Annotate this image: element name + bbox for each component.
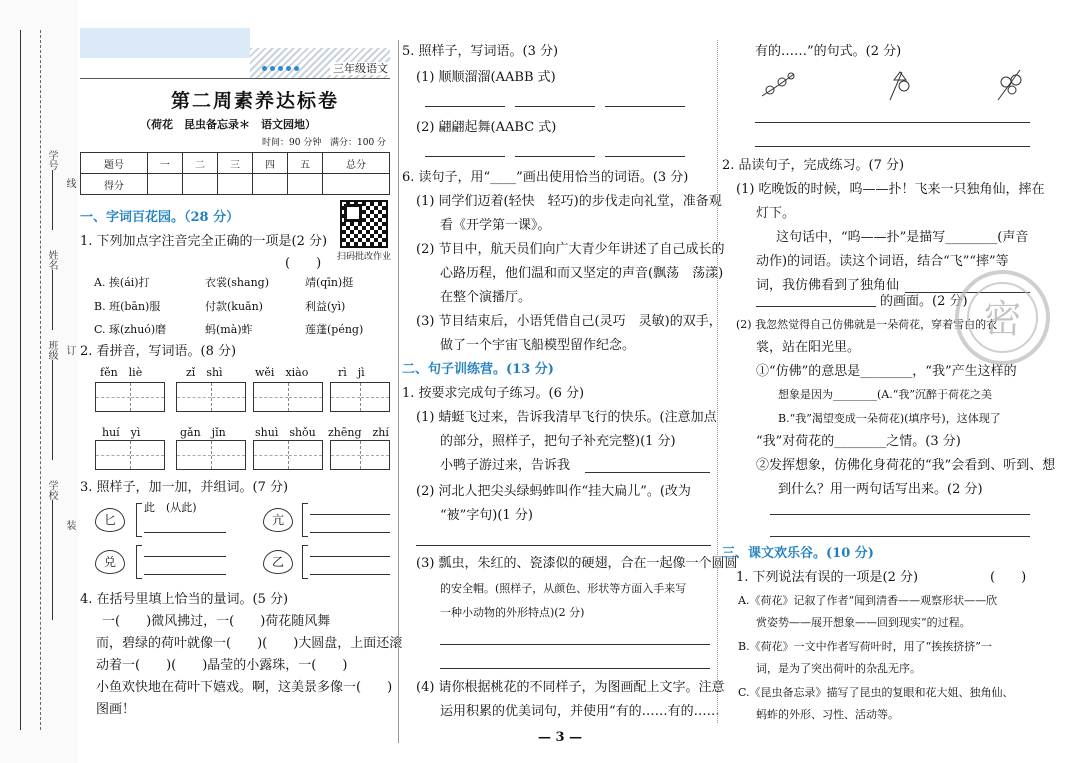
option-text: 衣裳(shang) bbox=[205, 276, 269, 289]
writing-grid[interactable] bbox=[176, 440, 246, 470]
s2-line: 的安全帽。(照样子，从颜色、形状等方面入手来写 bbox=[440, 582, 687, 595]
answer-line[interactable] bbox=[416, 545, 711, 546]
answer-line[interactable] bbox=[425, 106, 505, 107]
page-number: — 3 — bbox=[538, 730, 583, 745]
qr-code[interactable] bbox=[340, 200, 388, 248]
passage-line[interactable]: 小鱼欢快地在荷叶下嬉戏。啊，这美景多像一( ) bbox=[96, 680, 393, 695]
pinyin: zǐ shì bbox=[186, 366, 223, 379]
answer-line[interactable] bbox=[515, 156, 595, 157]
q6-line[interactable]: (1) 同学们迈着(轻快 轻巧)的步伐走向礼堂，准备观 bbox=[416, 194, 722, 209]
answer-line[interactable] bbox=[310, 514, 390, 515]
brace bbox=[302, 503, 308, 537]
answer-line[interactable] bbox=[770, 514, 1030, 515]
heart-radical: 兑 bbox=[95, 550, 125, 574]
heart-radical: 亢 bbox=[263, 508, 293, 532]
s2-line: 的部分，照样子，把句子补充完整)(1 分) bbox=[440, 434, 676, 449]
question-5: 5. 照样子，写词语。(3 分) bbox=[402, 44, 559, 59]
option-b[interactable]: B. 班(bān)服 bbox=[94, 300, 161, 313]
answer-line[interactable] bbox=[440, 644, 710, 645]
r-question-2: 2. 品读句子，完成练习。(7 分) bbox=[722, 158, 905, 173]
option-text: 靖(qīn)挺 bbox=[305, 276, 354, 289]
pinyin: wěi xiào bbox=[255, 366, 309, 379]
pinyin: rì jì bbox=[338, 366, 365, 379]
continued-text: 有的……”的句式。(2 分) bbox=[755, 44, 902, 59]
answer-line[interactable] bbox=[144, 532, 226, 533]
r-line: 词，我仿佛看到了独角仙 bbox=[756, 278, 900, 293]
brace bbox=[302, 545, 308, 579]
answer-line[interactable] bbox=[755, 146, 1030, 147]
decor-dot bbox=[270, 66, 275, 71]
option-c[interactable]: C. 琢(zhuó)磨 bbox=[94, 323, 167, 336]
q6-line[interactable]: (3) 节目结束后，小语凭借自己(灵巧 灵敏)的双手， bbox=[416, 314, 722, 329]
option-a[interactable]: A. 挨(ái)打 bbox=[94, 276, 150, 289]
s2-line: “被”字句)(1 分) bbox=[440, 508, 533, 523]
answer-line[interactable] bbox=[425, 156, 505, 157]
score-header-cell: 一 bbox=[147, 153, 182, 174]
full-score: 满分：100 分 bbox=[330, 138, 387, 148]
answer-line[interactable] bbox=[310, 556, 390, 557]
r-line[interactable]: 想象是因为________(A.“我”沉醉于荷花之美 bbox=[778, 388, 992, 401]
score-header-cell: 四 bbox=[252, 153, 287, 174]
pinyin: zhēng zhí bbox=[328, 426, 389, 439]
passage-line[interactable]: 一( )微风拂过，一( )荷花随风舞 bbox=[102, 614, 331, 629]
pinyin: huí yì bbox=[102, 426, 141, 439]
s3-line: 赏姿势——展开想象——回到现实”的过程。 bbox=[756, 616, 971, 629]
answer-line[interactable] bbox=[515, 106, 595, 107]
writing-grid[interactable] bbox=[330, 440, 390, 470]
writing-grid[interactable] bbox=[253, 382, 323, 412]
page-title: 第二周素养达标卷 bbox=[170, 90, 339, 112]
answer-line[interactable] bbox=[770, 536, 1030, 537]
s2-line: 小鸭子游过来，告诉我 bbox=[440, 458, 571, 473]
score-cell[interactable] bbox=[323, 174, 390, 195]
answer-paren[interactable]: ( ) bbox=[990, 570, 1027, 585]
peach-half-open-illustration bbox=[880, 66, 920, 102]
s2-line: (1) 蜻蜓飞过来，告诉我清早飞行的快乐。(注意加点 bbox=[416, 410, 717, 425]
s3-option-a[interactable]: A.《荷花》记叙了作者“闻到清香——观察形状——欣 bbox=[738, 594, 998, 607]
score-cell[interactable] bbox=[182, 174, 217, 195]
class-line[interactable] bbox=[52, 360, 62, 460]
subtitle: （荷花 昆虫备忘录＊ 语文园地） bbox=[140, 118, 316, 131]
fold-label: 装 bbox=[64, 520, 75, 530]
option-text: 莲蓬(péng) bbox=[305, 323, 364, 336]
score-header-cell: 题号 bbox=[81, 153, 148, 174]
s3-line: 蚂蚱的外形、习性、活动等。 bbox=[756, 708, 899, 721]
s2-line: (2) 河北人把尖头绿蚂蚱叫作“挂大扁儿”。(改为 bbox=[416, 484, 691, 499]
peach-bud-illustration bbox=[758, 66, 798, 102]
decor-dot bbox=[278, 66, 283, 71]
decor-dot bbox=[262, 66, 267, 71]
writing-grid[interactable] bbox=[95, 440, 165, 470]
fold-label: 线 bbox=[64, 178, 75, 188]
q5-part-2: (2) 翩翩起舞(AABC 式) bbox=[416, 120, 557, 135]
grade-label: 三年级语文 bbox=[330, 62, 391, 75]
q6-line: 看《开学第一课》。 bbox=[440, 218, 551, 233]
s2-question-1: 1. 按要求完成句子练习。(6 分) bbox=[402, 386, 585, 401]
fold-line bbox=[20, 30, 21, 730]
writing-grid[interactable] bbox=[95, 382, 165, 412]
writing-grid[interactable] bbox=[253, 440, 323, 470]
score-table bbox=[80, 152, 390, 195]
answer-line[interactable] bbox=[585, 472, 710, 473]
name-line[interactable] bbox=[52, 270, 62, 330]
r-line: 的画面。(2 分) bbox=[880, 294, 968, 309]
s2-line: (4) 请你根据桃花的不同样子，为图画配上文字。注意 bbox=[416, 680, 725, 695]
r-line: B.“我”渴望变成一朵荷花)(填序号)，这体现了 bbox=[778, 412, 1001, 425]
class-label: 班级 bbox=[46, 340, 57, 360]
cut-line bbox=[40, 30, 41, 730]
section-3-title: 三、课文欢乐谷。(10 分) bbox=[722, 546, 874, 561]
r-line: (1) 吃晚饭的时候，呜——扑！飞来一只独角仙，摔在 bbox=[736, 182, 1045, 197]
score-header-cell: 二 bbox=[182, 153, 217, 174]
header-banner bbox=[80, 28, 250, 58]
s2-line: (3) 瓢虫，朱红的、瓷漆似的硬翅，合在一起像一个圆圆 bbox=[416, 556, 738, 571]
question-2: 2. 看拼音，写词语。(8 分) bbox=[80, 344, 237, 359]
answer-line[interactable] bbox=[144, 556, 226, 557]
s3-option-b[interactable]: B.《荷花》一文中作者写荷叶时，用了“挨挨挤挤”一 bbox=[738, 640, 992, 653]
fold-label: 订 bbox=[64, 345, 75, 355]
option-text: 蚂(mà)蚱 bbox=[205, 323, 253, 336]
question-6: 6. 读句子，用“____”画出使用恰当的词语。(3 分) bbox=[402, 170, 689, 185]
r-line[interactable]: 这句话中，“呜——扑”是描写________(声音 bbox=[776, 230, 1029, 245]
question-1: 1. 下列加点字注音完全正确的一项是(2 分) bbox=[80, 234, 328, 249]
s3-line: 词，是为了突出荷叶的杂乱无序。 bbox=[756, 662, 921, 675]
score-header-cell: 总分 bbox=[323, 153, 390, 174]
score-cell[interactable] bbox=[288, 174, 323, 195]
score-row-label: 得分 bbox=[81, 174, 148, 195]
secret-stamp bbox=[955, 270, 1050, 365]
pinyin: shuì shǒu bbox=[255, 426, 316, 439]
brace bbox=[136, 545, 142, 579]
qr-caption: 扫码批改作业 bbox=[337, 252, 392, 262]
column-divider bbox=[717, 40, 718, 723]
header-rule bbox=[80, 78, 390, 79]
section-2-title: 二、句子训练营。(13 分) bbox=[402, 362, 554, 377]
answer-line[interactable] bbox=[310, 532, 390, 533]
brace bbox=[136, 503, 142, 537]
r-line: (2) 我忽然觉得自己仿佛就是一朵荷花，穿着雪白的衣 bbox=[736, 318, 998, 331]
q6-line: 在整个演播厅。 bbox=[440, 290, 532, 305]
pinyin: gǎn jǐn bbox=[180, 426, 226, 439]
name-label: 姓名 bbox=[46, 250, 57, 270]
score-cell[interactable] bbox=[252, 174, 287, 195]
binding-margin bbox=[0, 0, 78, 763]
passage-line: 图画！ bbox=[96, 702, 136, 717]
answer-line[interactable] bbox=[605, 106, 685, 107]
s3-option-c[interactable]: C.《昆虫备忘录》描写了昆虫的复眼和花大姐、独角仙、 bbox=[738, 686, 1014, 699]
r-line: 裳，站在阳光里。 bbox=[756, 340, 861, 355]
peach-blossom-illustration bbox=[990, 66, 1030, 102]
s2-line: 运用积累的优美词句，并使用“有的……有的…… bbox=[440, 704, 720, 719]
student-id-label: 学号 bbox=[46, 150, 57, 170]
answer-paren[interactable]: ( ) bbox=[285, 256, 322, 271]
heart-radical: 匕 bbox=[95, 508, 125, 532]
name-line[interactable] bbox=[52, 170, 62, 230]
example-answer: 此 (从此) bbox=[144, 501, 197, 514]
stamp-char: 密 bbox=[967, 282, 1038, 353]
passage-line[interactable]: 而，碧绿的荷叶就像一( )( )大圆盘，上面还滚 bbox=[96, 636, 403, 651]
pinyin: fěn liè bbox=[100, 366, 143, 379]
score-cell[interactable] bbox=[147, 174, 182, 195]
q6-line[interactable]: 心路历程，他们温和而又坚定的声音(飘荡 荡漾) bbox=[440, 266, 724, 281]
answer-line[interactable] bbox=[605, 156, 685, 157]
passage-line[interactable]: 动着一( )( )晶莹的小露珠，一( ) bbox=[96, 658, 348, 673]
r-line: 灯下。 bbox=[756, 206, 796, 221]
school-line[interactable] bbox=[52, 500, 62, 620]
column-divider bbox=[398, 40, 399, 743]
writing-grid[interactable] bbox=[176, 382, 246, 412]
school-label: 学校 bbox=[46, 480, 57, 500]
r-line: 动作)的词语。读这个词语，结合“飞”“摔”等 bbox=[756, 254, 1009, 269]
heart-radical: 乙 bbox=[263, 550, 293, 574]
decor-dot bbox=[294, 66, 299, 71]
s2-line: 一种小动物的外形特点)(2 分) bbox=[440, 606, 585, 619]
answer-line[interactable] bbox=[440, 668, 710, 669]
section-1-title: 一、字词百花园。（28 分） bbox=[80, 210, 240, 225]
question-4: 4. 在括号里填上恰当的量词。(5 分) bbox=[80, 592, 289, 607]
s3-question-1: 1. 下列说法有误的一项是(2 分) bbox=[736, 570, 919, 585]
q6-line: 做了一个宇宙飞船模型留作纪念。 bbox=[440, 338, 636, 353]
answer-line[interactable] bbox=[310, 574, 390, 575]
r-line: ②发挥想象，仿佛化身荷花的“我”会看到、听到、想 bbox=[756, 458, 1056, 473]
answer-line[interactable] bbox=[755, 122, 1030, 123]
r-line: 到什么？用一两句话写出来。(2 分) bbox=[778, 482, 983, 497]
q6-line[interactable]: (2) 节目中，航天员们向广大青少年讲述了自己成长的 bbox=[416, 242, 725, 257]
question-3: 3. 照样子，加一加，并组词。(7 分) bbox=[80, 480, 289, 495]
r-line[interactable]: “我”对荷花的________之情。(3 分) bbox=[756, 434, 961, 449]
writing-grid[interactable] bbox=[330, 382, 390, 412]
score-header-cell: 五 bbox=[288, 153, 323, 174]
score-cell[interactable] bbox=[217, 174, 252, 195]
score-header-cell: 三 bbox=[217, 153, 252, 174]
r-line[interactable]: ①“仿佛”的意思是________，“我”产生这样的 bbox=[756, 364, 1017, 379]
answer-line[interactable] bbox=[144, 574, 226, 575]
option-text: 利益(yì) bbox=[305, 300, 346, 313]
answer-line[interactable] bbox=[756, 306, 876, 307]
q5-part-1: (1) 顺顺溜溜(AABB 式) bbox=[416, 70, 556, 85]
decor-dot bbox=[286, 66, 291, 71]
time-limit: 时间：90 分钟 bbox=[262, 138, 322, 148]
option-text: 付款(kuǎn) bbox=[205, 300, 263, 313]
